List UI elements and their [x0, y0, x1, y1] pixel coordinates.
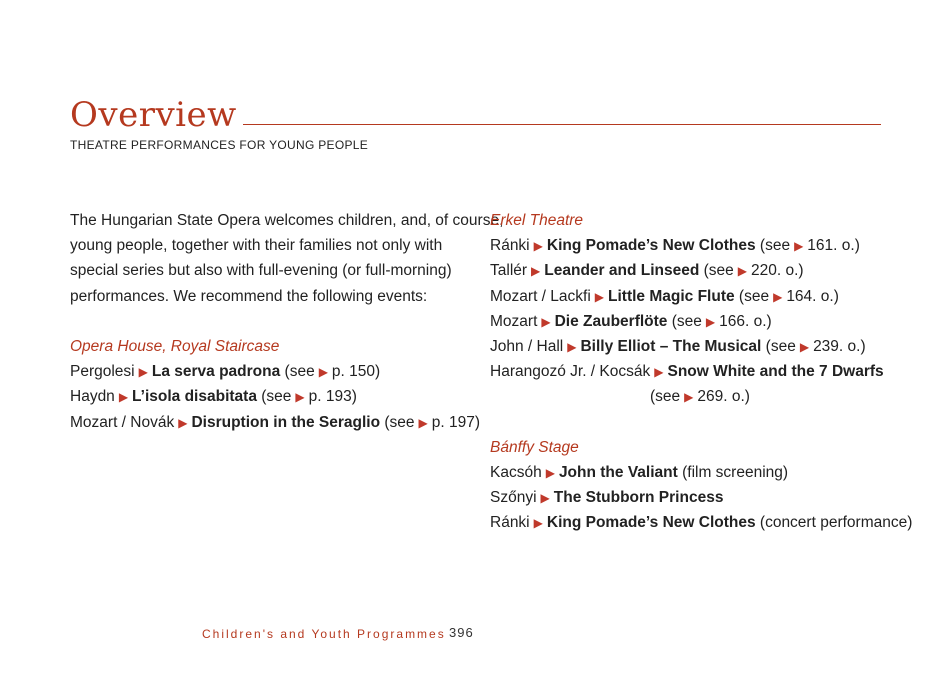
work-title: King Pomade’s New Clothes — [546, 514, 756, 532]
list-item — [70, 359, 470, 384]
section-heading-banffy: Bánffy Stage — [490, 438, 579, 456]
work-title: Snow White and the 7 Dwarfs — [667, 363, 884, 381]
triangle-right-icon: ▶ — [684, 390, 694, 405]
page-ref: 164. o.) — [786, 287, 839, 305]
triangle-right-icon: ▶ — [545, 465, 555, 480]
composer: Mozart / Lackfi — [490, 287, 591, 305]
list-item — [70, 384, 470, 409]
page-ref: 220. o.) — [751, 262, 804, 280]
intro-line: performances. We recommend the following events: — [70, 287, 428, 305]
work-title: Billy Elliot – The Musical — [580, 337, 762, 355]
triangle-right-icon: ▶ — [799, 339, 810, 354]
page-subtitle: THEATRE PERFORMANCES FOR YOUNG PEOPLE — [70, 138, 369, 152]
composer: Haydn — [70, 388, 115, 406]
triangle-right-icon: ▶ — [531, 264, 541, 279]
list-item — [490, 258, 910, 283]
see-text: (see — [384, 413, 415, 431]
page-ref: 161. o.) — [807, 237, 860, 255]
triangle-right-icon: ▶ — [295, 390, 305, 405]
triangle-right-icon: ▶ — [541, 314, 551, 329]
list-item — [490, 359, 910, 384]
composer: John / Hall — [490, 337, 564, 355]
intro-line: special series but also with full-evening (or full-morning) — [70, 262, 452, 280]
triangle-right-icon: ▶ — [138, 365, 148, 380]
triangle-right-icon: ▶ — [794, 239, 804, 254]
see-text: (see — [650, 388, 681, 406]
work-title: Die Zauberflöte — [554, 312, 668, 330]
see-text: (see — [738, 287, 770, 305]
composer: Szőnyi — [490, 489, 537, 507]
composer: Mozart / Novák — [70, 413, 175, 431]
title-row — [70, 92, 881, 134]
spacer — [70, 309, 470, 334]
footer-label: Children's and Youth Programmes — [202, 627, 446, 641]
see-text: (see — [261, 388, 292, 406]
page-ref: 269. o.) — [697, 388, 750, 406]
work-title: King Pomade’s New Clothes — [546, 237, 756, 255]
intro-line: The Hungarian State Opera welcomes children, and, of course, — [70, 212, 504, 229]
see-text: (see — [284, 363, 315, 381]
composer: Ránki — [490, 514, 530, 532]
work-title: Disruption in the Seraglio — [191, 413, 381, 431]
page-ref: p. 197) — [431, 413, 481, 431]
list-item — [490, 485, 910, 510]
list-item — [490, 284, 910, 309]
composer: Tallér — [490, 262, 528, 280]
triangle-right-icon: ▶ — [594, 289, 605, 304]
list-item — [490, 309, 910, 334]
see-text: (see — [759, 237, 791, 255]
page-ref: p. 150) — [331, 363, 381, 381]
note: (film screening) — [682, 463, 789, 481]
spacer — [490, 410, 910, 435]
section-heading-erkel: Erkel Theatre — [490, 212, 584, 229]
see-text: (see — [765, 337, 796, 355]
list-item — [490, 460, 910, 485]
title-rule — [243, 124, 881, 125]
work-title: The Stubborn Princess — [553, 489, 724, 507]
triangle-right-icon: ▶ — [533, 516, 543, 531]
page-ref: p. 193) — [308, 388, 357, 406]
triangle-right-icon: ▶ — [533, 239, 543, 254]
list-item — [490, 233, 910, 258]
triangle-right-icon: ▶ — [540, 491, 550, 506]
composer: Harangozó Jr. / Kocsák — [490, 363, 651, 381]
page-ref: 239. o.) — [813, 337, 866, 355]
right-column — [490, 208, 913, 535]
list-item — [70, 410, 481, 435]
intro-line: young people, together with their families not only with — [70, 237, 443, 255]
list-item-continuation — [490, 384, 910, 409]
triangle-right-icon: ▶ — [737, 264, 748, 279]
triangle-right-icon: ▶ — [705, 314, 716, 329]
triangle-right-icon: ▶ — [773, 289, 783, 304]
composer: Mozart — [490, 312, 538, 330]
note: (concert performance) — [759, 514, 913, 532]
triangle-right-icon: ▶ — [318, 365, 328, 380]
list-item — [490, 334, 910, 359]
triangle-right-icon: ▶ — [178, 415, 188, 430]
page-ref: 166. o.) — [719, 312, 772, 330]
section-heading-opera-house: Opera House, Royal Staircase — [70, 337, 280, 355]
work-title: John the Valiant — [558, 463, 678, 481]
see-text: (see — [671, 312, 702, 330]
see-text: (see — [703, 262, 734, 280]
work-title: Leander and Linseed — [544, 262, 700, 280]
list-item — [490, 510, 913, 535]
work-title: L’isola disabitata — [132, 388, 257, 406]
page-number: 396 — [449, 625, 474, 640]
page-title: Overview — [70, 95, 237, 135]
triangle-right-icon: ▶ — [118, 390, 129, 405]
work-title: Little Magic Flute — [608, 287, 735, 305]
triangle-right-icon: ▶ — [418, 415, 428, 430]
composer: Ránki — [490, 237, 530, 255]
composer: Pergolesi — [70, 363, 135, 381]
work-title: La serva padrona — [151, 363, 281, 381]
triangle-right-icon: ▶ — [654, 365, 664, 380]
left-column — [70, 208, 504, 435]
triangle-right-icon: ▶ — [567, 339, 577, 354]
composer: Kacsóh — [490, 463, 542, 481]
